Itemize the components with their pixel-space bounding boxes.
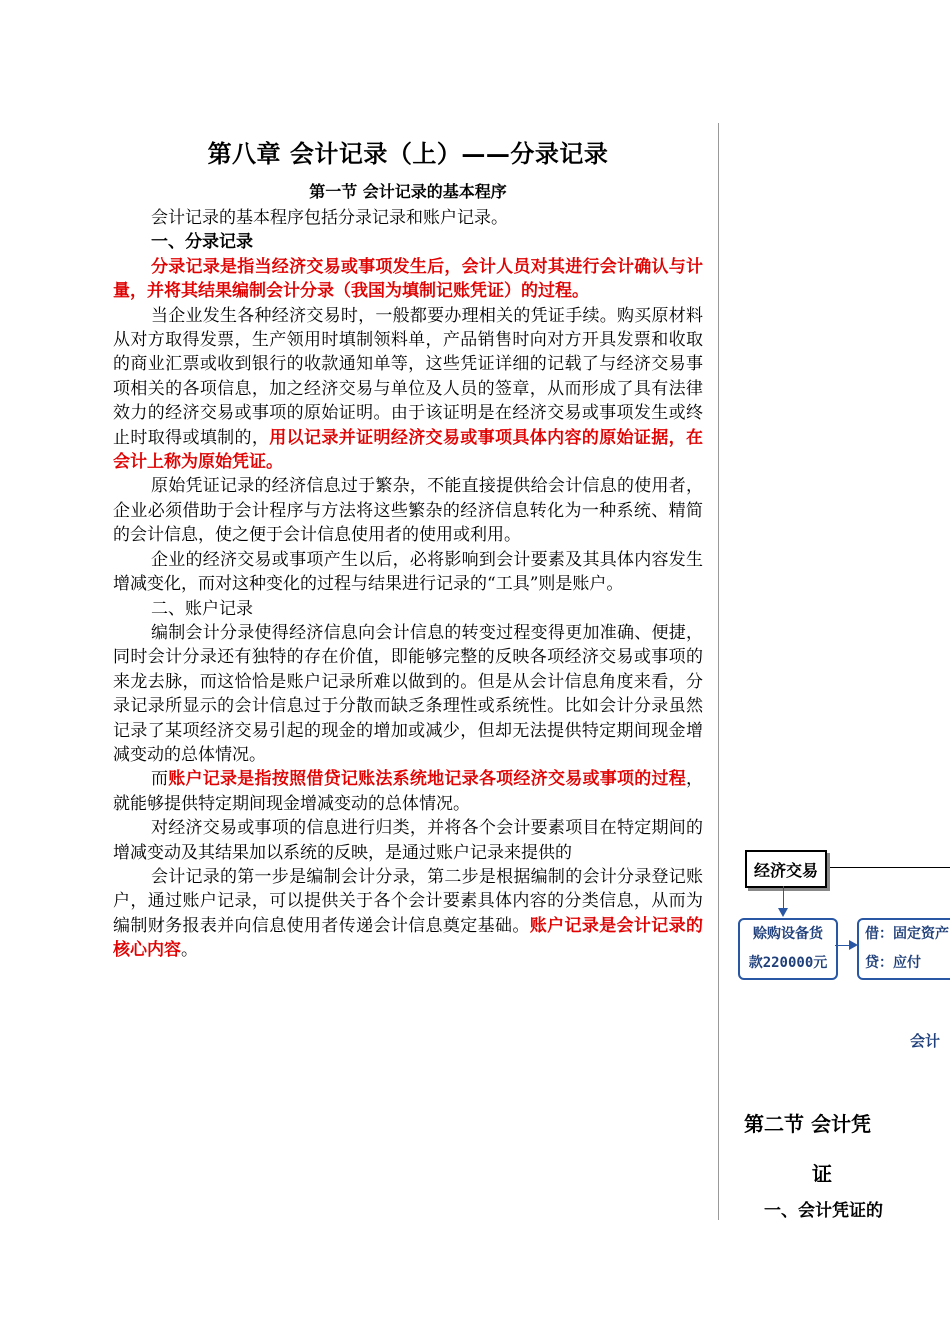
diagram-box-journal-entry [857,918,950,980]
paragraph-voucher-text: 当企业发生各种经济交易时，一般都要办理相关的凭证手续。购买原材料从对方取得发票，生产领用时填制领料单，产品销售时向对方开具发票和收取的商业汇票或收到银行的收款通知单等，这些凭证详细的记载了与经济交易事项相关的各项信息，加之经济交易与单位及人员的签章，从而形成了具有法律效力的经济交易或事项的原始证明。由于该证明是在经济交易或事项发生或终止时取得或填制的， [113,305,703,448]
text-segment: ，就能够提供特定期间现金增减变动的总体情况。 [113,769,704,814]
subheading-account-record: 二、账户记录 [151,598,253,619]
paragraph-steps [113,865,703,963]
definition-original-voucher: 用以记录并证明经济交易或事项具体内容的原始证据，在会计上称为原始凭证。 [113,427,704,473]
connector-line [825,867,950,868]
definition-core-content: 账户记录是会计记录的核心内容 [113,915,704,961]
paragraph-voucher [113,304,703,475]
box-line: 贷：应付 [865,955,921,971]
paragraph-original-voucher-info: 原始凭证记录的经济信息过于繁杂，不能直接提供给会计信息的使用者，企业必须借助于会计程序与方法将这些繁杂的经济信息转化为一种系统、精简的会计信息，使之便于会计信息使用者的使用或利用。 [113,476,703,546]
arrow-down-head-icon [778,908,788,917]
diagram-box-credit-purchase [738,918,838,980]
column-divider [718,123,719,1220]
text-segment: 而 [151,769,169,790]
box-line: 借：固定资产 [865,926,949,942]
main-column [113,134,703,963]
text-segment: 。 [181,940,198,961]
section2-subheading: 一、会计凭证的 [764,1201,883,1221]
paragraph-account-tool: 企业的经济交易或事项产生以后，必将影响到会计要素及其具体内容发生增减变化，而对这种变化的过程与结果进行记录的“工具”则是账户。 [113,549,703,595]
diagram-box-economic-transaction: 经济交易 [745,850,827,888]
section2-heading-cont: 证 [812,1162,832,1186]
intro-paragraph: 会计记录的基本程序包括分录记录和账户记录。 [151,208,508,228]
text-segment: 会计记录的第一步是编制会计分录，第二步是根据编制的会计分录登记账户，通过账户记录，可以提供关于各个会计要素具体内容的分类信息，从而为编制财务报表并向信息使用者传递会计信息奠定基础。 [113,866,703,936]
section-heading: 第一节 会计记录的基本程序 [309,182,507,201]
paragraph-classification: 对经济交易或事项的信息进行归类，并将各个会计要素项目在特定期间的增减变动及其结果加以系统的反映，是通过账户记录来提供的 [113,818,703,863]
subheading-entry-record: 一、分录记录 [151,232,253,253]
diagram-label: 会计 [910,1032,941,1050]
box-line: 款220000元 [748,955,828,971]
definition-entry-record: 分录记录是指当经济交易或事项发生后，会计人员对其进行会计确认与计量，并将其结果编制会计分录（我国为填制记账凭证）的过程。 [113,256,703,302]
box-line: 赊购设备货 [753,926,823,942]
section2-heading: 第二节 会计凭 [744,1112,871,1136]
paragraph-account-definition [113,767,703,816]
definition-account-record: 账户记录是指按照借贷记账法系统地记录各项经济交易或事项的过程 [168,769,687,790]
paragraph-entry-value: 编制会计分录使得经济信息向会计信息的转变过程变得更加准确、便捷，同时会计分录还有独特的存在价值，即能够完整的反映各项经济交易或事项的来龙去脉，而这恰恰是账户记录所难以做到的。但是从会计信息角度来看，分录记录所显示的会计信息过于分散而缺乏条理性或系统性。比如会计分录虽然记录了某项经济交易引起的现金的增加或减少，但却无法提供特定期间现金增减变动的总体情况。 [113,622,703,765]
chapter-title: 第八章 会计记录（上）——分录记录 [207,139,609,168]
